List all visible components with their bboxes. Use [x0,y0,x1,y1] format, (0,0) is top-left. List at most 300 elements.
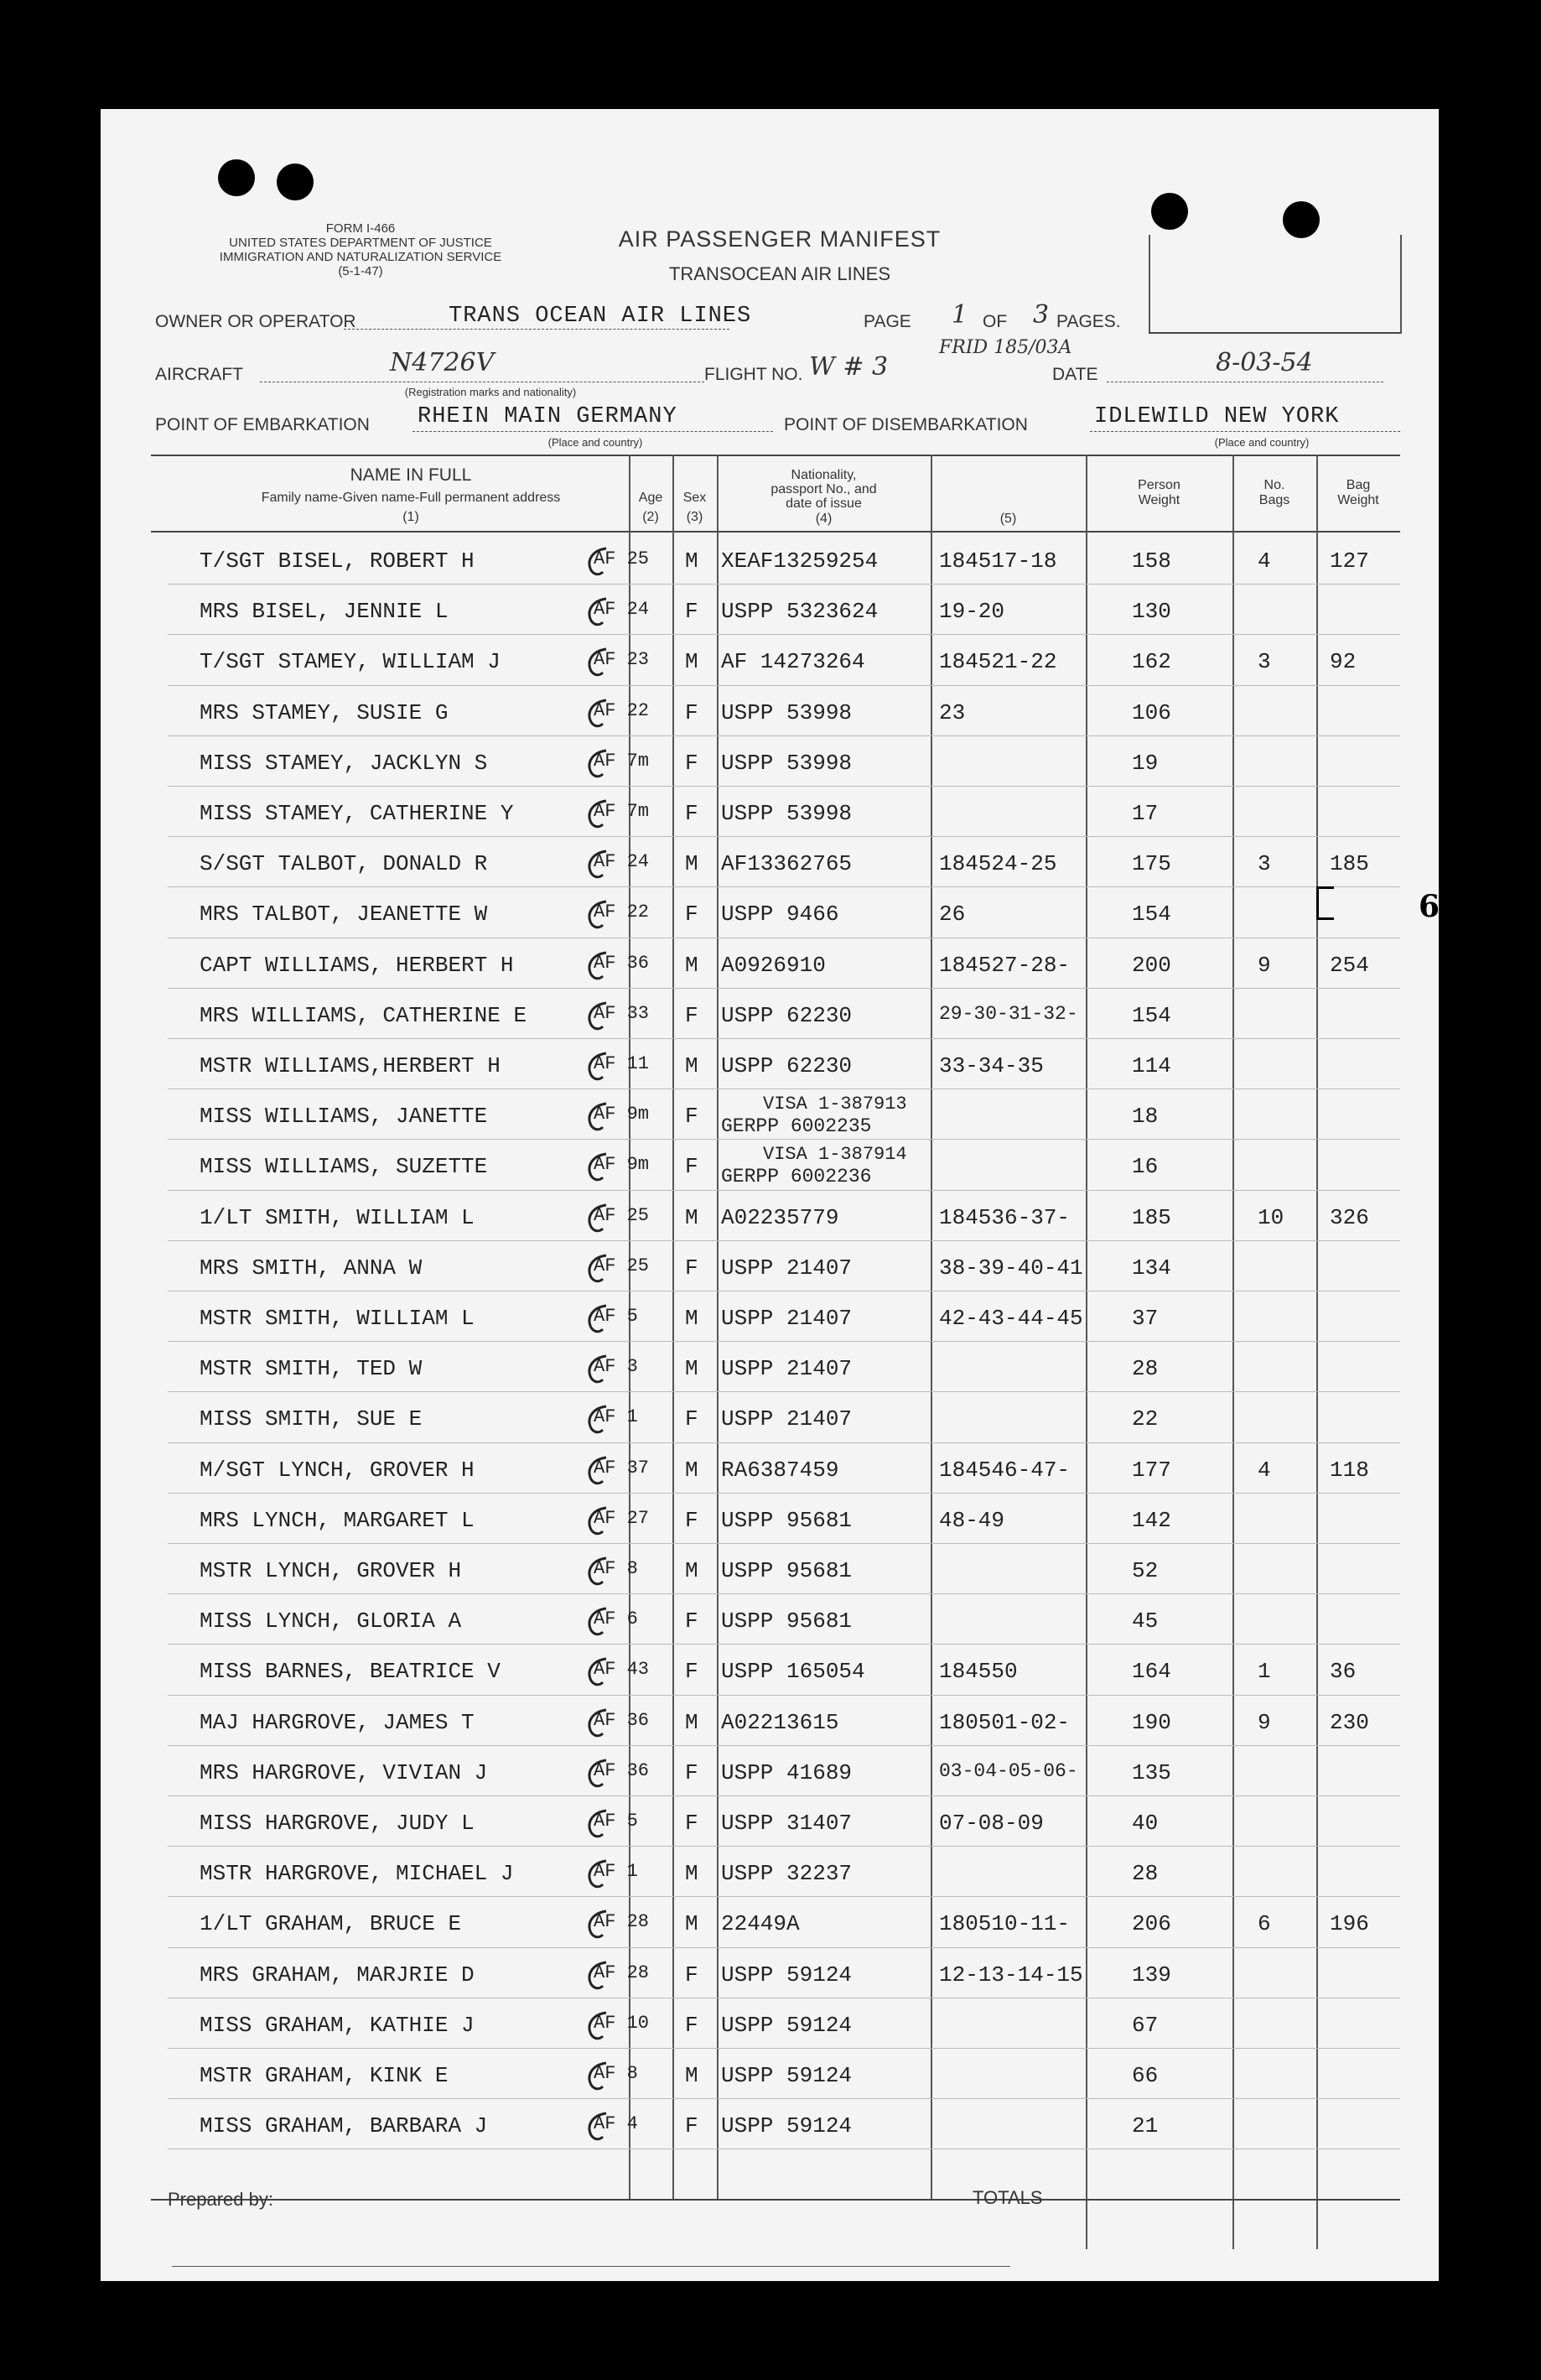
check-mark [574,1754,625,1795]
col-header-5-num: (5) [999,512,1017,526]
punch-hole [277,164,314,200]
aircraft-label: AIRCRAFT [155,365,243,384]
passenger-weight: 154 [1132,1002,1171,1028]
passenger-sex: M [685,851,698,877]
passenger-ticket: 184517-18 [939,548,1057,574]
passenger-sex: F [685,1507,698,1533]
passenger-bags: 1 [1258,1659,1271,1685]
table-row [101,1344,1439,1395]
check-mark [574,1147,625,1189]
passenger-sex: M [685,649,698,675]
passenger-bags: 3 [1258,851,1271,877]
passenger-sex: F [685,1406,698,1432]
passenger-weight: 185 [1132,1204,1171,1230]
table-row [101,1244,1439,1294]
passenger-sex: F [685,2012,698,2038]
check-mark [574,744,625,786]
row-rule [168,2098,1400,2099]
check-mark [574,1804,625,1846]
punch-hole [218,159,255,196]
passenger-weight: 18 [1132,1104,1159,1130]
table-row [101,689,1439,739]
prepared-underline [172,2266,1010,2267]
passenger-passport: GERPP 6002235 [721,1115,872,1138]
row-rule [168,584,1400,585]
passenger-weight: 21 [1132,2113,1159,2139]
form-number: FORM I-466 [325,221,396,236]
table-row [101,1142,1439,1193]
passenger-passport: USPP 5323624 [721,599,879,625]
passenger-weight: 28 [1132,1861,1159,1887]
table-row [101,587,1439,637]
check-mark [574,1703,625,1745]
table-row [101,839,1439,890]
table-row [101,637,1439,688]
passenger-passport: A0926910 [721,952,826,978]
row-rule [168,1240,1400,1241]
check-mark [574,1451,625,1493]
table-row [101,537,1439,587]
passenger-passport: A02213615 [721,1709,839,1735]
passenger-age: AF 37 [594,1457,650,1478]
passenger-weight: 162 [1132,649,1171,675]
passenger-ticket: 38-39-40-41 [939,1255,1083,1281]
passenger-bag-weight: 36 [1330,1659,1357,1685]
manifest-title: AIR PASSENGER MANIFEST [618,226,942,252]
passenger-bag-weight: 326 [1330,1204,1369,1230]
passenger-name: MISS STAMEY, JACKLYN S [200,750,488,776]
row-rule [168,685,1400,686]
passenger-name: MISS HARGROVE, JUDY L [200,1811,475,1836]
table-row [101,1546,1439,1597]
row-rule [168,1644,1400,1645]
passenger-age: AF 6 [594,1608,638,1630]
punch-hole [1283,201,1320,238]
table-row [101,1496,1439,1546]
passenger-passport: USPP 95681 [721,1507,853,1533]
passenger-sex: F [685,2113,698,2139]
passenger-weight: 130 [1132,599,1171,625]
passenger-ticket: 23 [939,699,966,725]
col-header-bags-2: Bags [1258,493,1290,507]
page-of-label: OF [983,312,1008,331]
passenger-sex: F [685,699,698,725]
passenger-sex: M [685,1204,698,1230]
passenger-sex: M [685,1356,698,1382]
pages-label: PAGES. [1056,312,1121,331]
passenger-age: AF 7m [594,801,650,822]
passenger-weight: 154 [1132,902,1171,928]
row-rule [168,1795,1400,1796]
row-rule [168,786,1400,787]
table-row [101,1749,1439,1799]
passenger-sex: F [685,750,698,776]
passenger-bags: 10 [1258,1204,1284,1230]
page-number: 1 [952,300,968,330]
passenger-name: MSTR WILLIAMS,HERBERT H [200,1053,501,1078]
passenger-sex: M [685,1911,698,1937]
passenger-passport: USPP 9466 [721,902,839,928]
passenger-bag-weight: 118 [1330,1457,1369,1483]
check-mark [574,794,625,836]
owner-label: OWNER OR OPERATOR [155,312,356,331]
totals-label: TOTALS [973,2187,1043,2208]
table-row [101,1849,1439,1899]
passenger-name: MISS BARNES, BEATRICE V [200,1659,501,1685]
passenger-bags: 3 [1258,649,1271,675]
passenger-ticket: 03-04-05-06- [939,1759,1078,1782]
passenger-ticket: 184521-22 [939,649,1057,675]
table-row [101,1395,1439,1445]
aircraft-value: N4726V [390,348,495,377]
table-row [101,2001,1439,2051]
passenger-age: AF 23 [594,649,650,671]
passenger-weight: 52 [1132,1558,1159,1583]
passenger-sex: F [685,1659,698,1685]
passenger-age: AF 5 [594,1306,638,1327]
side-note: 66 [1419,889,1461,924]
passenger-weight: 22 [1132,1406,1159,1432]
row-rule [168,634,1400,635]
table-row [101,739,1439,789]
table-row [101,1951,1439,2001]
check-mark [574,1956,625,1998]
passenger-ticket: 184524-25 [939,851,1057,877]
row-rule [168,1190,1400,1191]
passenger-age: AF 9m [594,1104,650,1125]
col-header-bags-1: No. [1263,478,1285,492]
table-row [101,941,1439,991]
passenger-passport: AF 14273264 [721,649,865,675]
passenger-weight: 139 [1132,1962,1171,1988]
table-row [101,789,1439,839]
form-date: (5-1-47) [338,264,383,278]
passenger-ticket: 180510-11- [939,1911,1071,1937]
col-header-nat-3: date of issue [786,496,862,511]
check-mark [574,1299,625,1341]
passenger-name: T/SGT BISEL, ROBERT H [200,548,475,574]
passenger-weight: 164 [1132,1659,1171,1685]
passenger-name: MISS GRAHAM, KATHIE J [200,2012,475,2038]
passenger-name: MISS LYNCH, GLORIA A [200,1608,462,1634]
passenger-passport: USPP 53998 [721,801,853,826]
owner-value: TRANS OCEAN AIR LINES [449,304,752,329]
row-rule [168,735,1400,736]
passenger-passport: USPP 59124 [721,2063,853,2088]
passenger-bags: 9 [1258,1709,1271,1735]
col-header-name-sub: Family name-Given name-Full permanent address [261,491,561,505]
passenger-passport: USPP 62230 [721,1053,853,1078]
flight-value: W # 3 [809,352,889,382]
passenger-weight: 45 [1132,1608,1159,1634]
passenger-ticket: 184550 [939,1659,1018,1685]
table-row [101,1799,1439,1849]
passenger-passport: GERPP 6002236 [721,1166,872,1188]
check-mark [574,592,625,634]
passenger-sex: F [685,1759,698,1785]
col-header-bagw-1: Bag [1346,478,1371,492]
passenger-name: MSTR SMITH, WILLIAM L [200,1306,475,1331]
passenger-bags: 4 [1258,548,1271,574]
table-row [101,1899,1439,1950]
passenger-name: MSTR HARGROVE, MICHAEL J [200,1861,514,1887]
passenger-age: AF 25 [594,1255,650,1276]
passenger-ticket: 180501-02- [939,1709,1071,1735]
date-label: DATE [1052,365,1098,384]
disembark-underline [1090,431,1400,432]
col-header-nat-num: (4) [815,512,833,526]
passenger-age: AF 24 [594,851,650,873]
check-mark [574,946,625,988]
passenger-age: AF 1 [594,1861,638,1883]
col-header-bagw-2: Weight [1337,493,1379,507]
row-rule [168,1695,1400,1696]
check-mark [574,642,625,684]
row-rule [168,1442,1400,1443]
col-header-age-num: (2) [642,510,659,524]
passenger-weight: 114 [1132,1053,1171,1078]
passenger-passport: USPP 31407 [721,1811,853,1836]
table-row [101,1698,1439,1749]
passenger-passport: USPP 21407 [721,1255,853,1281]
passenger-passport: USPP 21407 [721,1356,853,1382]
owner-underline [344,329,729,330]
passenger-weight: 106 [1132,699,1171,725]
passenger-weight: 28 [1132,1356,1159,1382]
passenger-passport: USPP 95681 [721,1608,853,1634]
passenger-name: MISS SMITH, SUE E [200,1406,423,1432]
passenger-passport: 22449A [721,1911,800,1937]
passenger-bag-weight: 196 [1330,1911,1369,1937]
punch-hole [1151,193,1188,230]
passenger-name: M/SGT LYNCH, GROVER H [200,1457,475,1483]
row-rule [168,1139,1400,1140]
passenger-weight: 177 [1132,1457,1171,1483]
passenger-sex: F [685,801,698,826]
passenger-age: AF 22 [594,699,650,721]
passenger-sex: F [685,1002,698,1028]
passenger-sex: M [685,1457,698,1483]
col-header-age: Age [638,491,663,505]
row-rule [168,988,1400,989]
check-mark [574,1047,625,1089]
row-rule [168,1341,1400,1342]
passenger-age: AF 43 [594,1659,650,1681]
passenger-name: MSTR GRAHAM, KINK E [200,2063,449,2088]
passenger-age: AF 25 [594,548,650,569]
passenger-bag-weight: 185 [1330,851,1369,877]
passenger-name: S/SGT TALBOT, DONALD R [200,851,488,877]
check-mark [574,1652,625,1694]
passenger-passport: RA6387459 [721,1457,839,1483]
passenger-bags: 4 [1258,1457,1271,1483]
embark-label: POINT OF EMBARKATION [155,415,370,434]
passenger-weight: 67 [1132,2012,1159,2038]
row-rule [168,1745,1400,1746]
passenger-age: AF 3 [594,1356,638,1378]
check-mark [574,2056,625,2098]
passenger-passport: USPP 21407 [721,1306,853,1331]
passenger-weight: 16 [1132,1154,1159,1180]
col-header-sex: Sex [682,491,707,505]
prepared-label: Prepared by: [168,2189,273,2210]
corner-bracket [1400,235,1402,334]
passenger-sex: M [685,1861,698,1887]
row-rule [168,1038,1400,1039]
row-rule [168,1543,1400,1544]
check-mark [574,2107,625,2149]
passenger-ticket: 184546-47- [939,1457,1071,1483]
passenger-age: AF 8 [594,2063,638,2084]
page-total: 3 [1033,300,1050,330]
passenger-passport: USPP 95681 [721,1558,853,1583]
passenger-ticket: 33-34-35 [939,1053,1044,1078]
margin-mark [1316,886,1334,920]
table-row [101,1092,1439,1142]
passenger-sex: F [685,1962,698,1988]
flight-note: FRID 185/03A [939,337,1072,358]
passenger-weight: 142 [1132,1507,1171,1533]
table-row [101,1446,1439,1496]
passenger-age: AF 22 [594,902,650,923]
passenger-weight: 135 [1132,1759,1171,1785]
passenger-passport: USPP 165054 [721,1659,865,1685]
passenger-ticket: 29-30-31-32- [939,1002,1078,1025]
check-mark [574,1198,625,1240]
check-mark [574,1349,625,1391]
passenger-passport: USPP 62230 [721,1002,853,1028]
passenger-weight: 66 [1132,2063,1159,2088]
passenger-visa: VISA 1-387914 [763,1144,907,1166]
passenger-age: AF 9m [594,1154,650,1176]
passenger-name: T/SGT STAMEY, WILLIAM J [200,649,501,675]
passenger-passport: XEAF13259254 [721,548,879,574]
embark-underline [412,431,773,432]
passenger-bag-weight: 254 [1330,952,1369,978]
passenger-age: AF 25 [594,1204,650,1226]
passenger-name: MISS WILLIAMS, JANETTE [200,1104,488,1130]
check-mark [574,1905,625,1946]
passenger-age: AF 1 [594,1406,638,1428]
passenger-ticket: 184527-28- [939,952,1071,978]
row-rule [168,1846,1400,1847]
col-header-name-num: (1) [402,510,419,524]
agency-line-1: UNITED STATES DEPARTMENT OF JUSTICE [229,236,492,250]
check-mark [574,1400,625,1442]
col-header-weight-1: Person [1138,478,1180,492]
passenger-age: AF 24 [594,599,650,621]
passenger-passport: AF13362765 [721,851,853,877]
agency-line-2: IMMIGRATION AND NATURALIZATION SERVICE [219,250,502,264]
passenger-name: MSTR LYNCH, GROVER H [200,1558,462,1583]
check-mark [574,1097,625,1139]
table-row [101,1647,1439,1697]
passenger-weight: 200 [1132,952,1171,978]
check-mark [574,542,625,584]
row-rule [168,1593,1400,1594]
passenger-name: MRS BISEL, JENNIE L [200,599,449,625]
table-row [101,1294,1439,1344]
embark-value: RHEIN MAIN GERMANY [418,404,677,429]
passenger-name: MRS SMITH, ANNA W [200,1255,423,1281]
airline-name: TRANSOCEAN AIR LINES [668,263,891,284]
passenger-weight: 190 [1132,1709,1171,1735]
passenger-name: MISS WILLIAMS, SUZETTE [200,1154,488,1180]
table-top-rule [151,455,1400,456]
check-mark [574,1249,625,1291]
col-header-sex-num: (3) [686,510,703,524]
row-rule [168,886,1400,887]
passenger-age: AF 28 [594,1962,650,1983]
passenger-ticket: 12-13-14-15 [939,1962,1083,1988]
passenger-passport: USPP 53998 [721,750,853,776]
passenger-passport: USPP 59124 [721,1962,853,1988]
passenger-name: 1/LT GRAHAM, BRUCE E [200,1911,462,1937]
passenger-sex: F [685,1811,698,1836]
passenger-sex: M [685,952,698,978]
passenger-name: CAPT WILLIAMS, HERBERT H [200,952,514,978]
passenger-sex: F [685,1154,698,1180]
passenger-age: AF 8 [594,1558,638,1579]
table-row [101,1042,1439,1092]
passenger-passport: A02235779 [721,1204,839,1230]
passenger-sex: M [685,1558,698,1583]
passenger-ticket: 42-43-44-45 [939,1306,1083,1331]
passenger-weight: 19 [1132,750,1159,776]
passenger-name: MRS HARGROVE, VIVIAN J [200,1759,488,1785]
passenger-bag-weight: 230 [1330,1709,1369,1735]
check-mark [574,694,625,735]
passenger-passport: USPP 59124 [721,2113,853,2139]
passenger-name: 1/LT SMITH, WILLIAM L [200,1204,475,1230]
passenger-bags: 9 [1258,952,1271,978]
check-mark [574,895,625,937]
col-header-weight-2: Weight [1138,493,1180,507]
check-mark [574,1602,625,1644]
passenger-ticket: 48-49 [939,1507,1005,1533]
col-header-name: NAME IN FULL [350,465,472,485]
passenger-bags: 6 [1258,1911,1271,1937]
passenger-ticket: 184536-37- [939,1204,1071,1230]
corner-bracket [1149,332,1402,334]
passenger-sex: M [685,2063,698,2088]
row-rule [168,836,1400,837]
disembark-value: IDLEWILD NEW YORK [1094,404,1340,429]
passenger-name: MRS WILLIAMS, CATHERINE E [200,1002,527,1028]
passenger-name: MAJ HARGROVE, JAMES T [200,1709,475,1735]
passenger-passport: USPP 21407 [721,1406,853,1432]
passenger-age: AF 4 [594,2113,638,2135]
row-rule [168,1896,1400,1897]
passenger-visa: VISA 1-387913 [763,1094,907,1115]
check-mark [574,996,625,1038]
disembark-sub: (Place and country) [1214,436,1310,449]
passenger-ticket: 19-20 [939,599,1005,625]
passenger-sex: M [685,1053,698,1078]
passenger-age: AF 28 [594,1911,650,1933]
passenger-sex: F [685,1255,698,1281]
passenger-sex: M [685,548,698,574]
passenger-age: AF 36 [594,1759,650,1781]
embark-sub: (Place and country) [547,436,643,449]
aircraft-sub: (Registration marks and nationality) [404,386,577,398]
passenger-age: AF 33 [594,1002,650,1024]
passenger-sex: F [685,599,698,625]
col-header-nat-1: Nationality, [791,468,857,482]
passenger-weight: 37 [1132,1306,1159,1331]
passenger-name: MRS TALBOT, JEANETTE W [200,902,488,928]
check-mark [574,1501,625,1543]
